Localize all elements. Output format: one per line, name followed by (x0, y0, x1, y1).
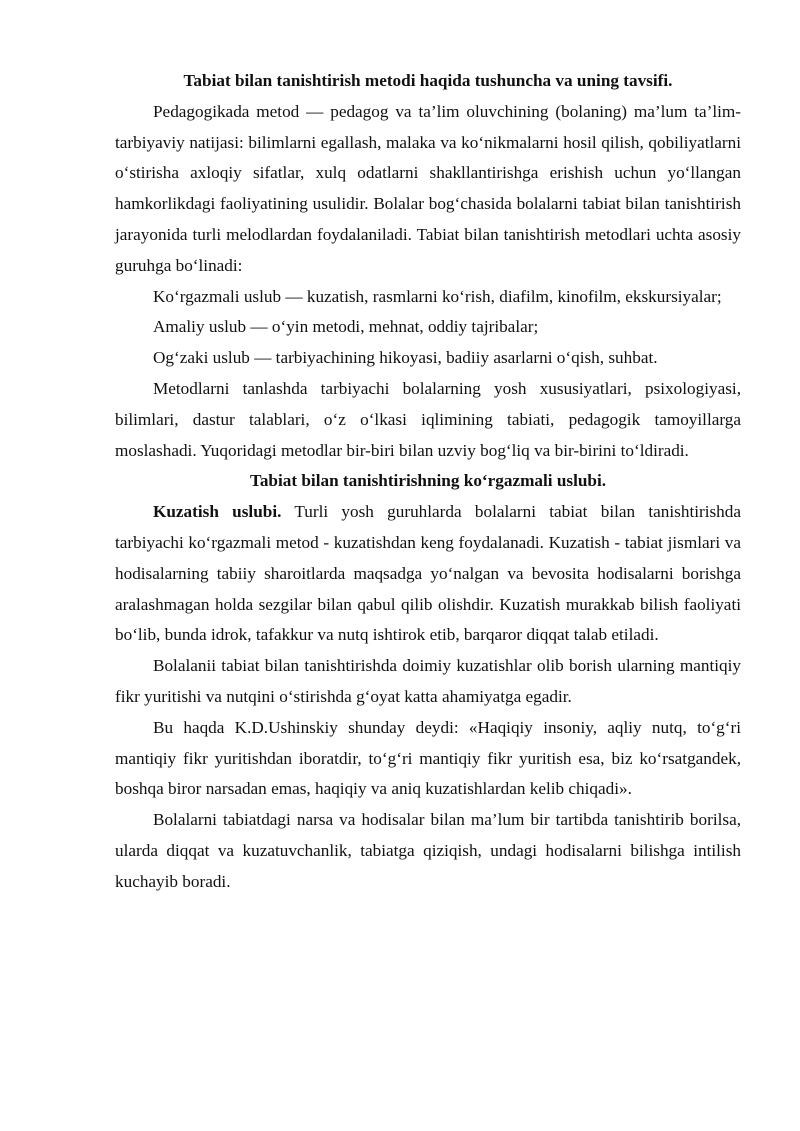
section-lead: Kuzatish uslubi. (153, 502, 282, 522)
paragraph-method-selection: Metodlarni tanlashda tarbiyachi bolalarning yosh xususiyatlari, psixologiyasi, bilimlari, dastur talablari, o‘z o‘lkasi iqlimining tabiati, pedagogik tamoyillarga moslashadi. Yuqoridagi metodlar bir-biri bilan uzviy bog‘liq va bir-birini to‘ldiradi. (115, 378, 741, 460)
document-page (115, 66, 741, 898)
section-lead-text: Turli yosh guruhlarda bolalarni tabiat bilan tanishtirishda tarbiyachi ko‘rgazmali metod - kuzatishdan keng foydalanadi. Kuzatish - tabiat jismlari va hodisalarning tabiiy sharoitlarda maqsadga yo‘nalgan va bevosita hodisalarni borishga aralashmagan holda sezgilar bilan qabul qilib olishdir. Kuzatish murakkab bilish faoliyati bo‘lib, bunda idrok, tafakkur va nutq ishtirok etib, barqaror diqqat talab etiladi. (115, 502, 741, 645)
paragraph-practical-method: Amaliy uslub — o‘yin metodi, mehnat, oddiy tajribalar; (153, 317, 539, 337)
paragraph-verbal-method: Og‘zaki uslub — tarbiyachining hikoyasi, badiiy asarlarni o‘qish, suhbat. (153, 348, 658, 368)
paragraph-visual-method: Ko‘rgazmali uslub — kuzatish, rasmlarni ko‘rish, diafilm, kinofilm, ekskursiyalar; (153, 286, 722, 306)
paragraph-observation-method (115, 497, 741, 651)
section-subtitle: Tabiat bilan tanishtirishning ko‘rgazmali uslubi. (249, 471, 607, 491)
paragraph-conclusion: Bolalarni tabiatdagi narsa va hodisalar bilan ma’lum bir tartibda tanishtirib borilsa, ularda diqqat va kuzatuvchanlik, tabiatga qiziqish, undagi hodisalarni bilishga intilish kuchayib boradi. (115, 810, 741, 891)
document-title: Tabiat bilan tanishtirish metodi haqida tushuncha va uning tavsifi. (183, 71, 673, 90)
paragraph-ushinskiy-quote: Bu haqda K.D.Ushinskiy shunday deydi: «Haqiqiy insoniy, aqliy nutq, to‘g‘ri mantiqiy fikr yuritishdan iboratdir, to‘g‘ri mantiqiy fikr yuritish esa, biz ko‘rsatgandek, boshqa biror narsadan emas, haqiqiy va aniq kuzatishlardan kelib chiqadi». (115, 717, 741, 799)
paragraph-observation-importance: Bolalanii tabiat bilan tanishtirishda doimiy kuzatishlar olib borish ularning mantiqiy fikr yuritishi va nutqini o‘stirishda g‘oyat katta ahamiyatga egadir. (115, 656, 741, 706)
paragraph-method-definition: Pedagogikada metod — pedagog va ta’lim oluvchining (bolaning) ma’lum ta’lim-tarbiyaviy natijasi: bilimlarni egallash, malaka va ko‘nikmalarni hosil qilish, qobiliyatlarni o‘stirisha axloqiy sifatlar, xulq odatlarni shakllantirishga erishish uchun yo‘llangan hamkorlikdagi faoliyatining usulidir. Bolalar bog‘chasida bolalarni tabiat bilan tanishtirish jarayonida turli melodlardan foydalaniladi. Tabiat bilan tanishtirish metodlari uchta asosiy guruhga bo‘linadi: (115, 101, 741, 275)
